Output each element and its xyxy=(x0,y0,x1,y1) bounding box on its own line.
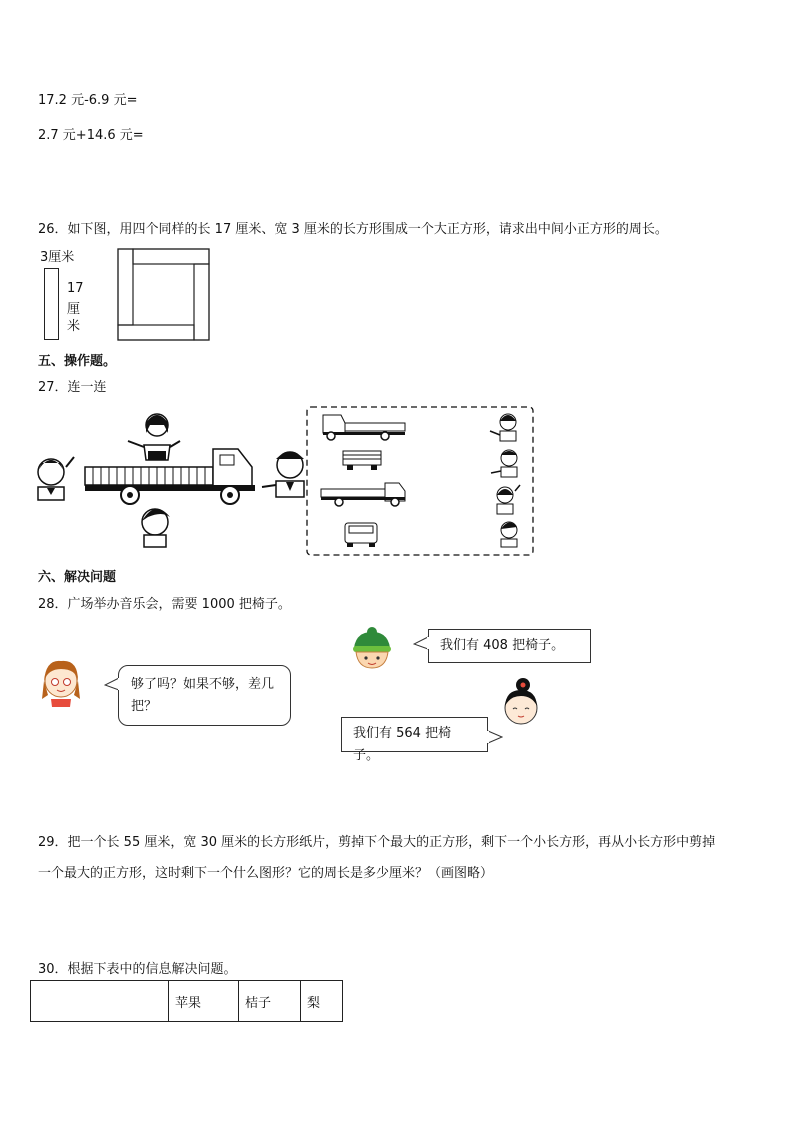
bubble-boy-text: 我们有 408 把椅子。 xyxy=(440,638,565,653)
truck-front-icon xyxy=(345,523,377,547)
single-rectangle xyxy=(44,268,59,340)
bubble-tail-boy xyxy=(413,636,429,652)
bubble-girl-text: 够了吗？如果不够，差几把？ xyxy=(131,677,275,714)
question-27-text: 27．连一连 xyxy=(38,380,107,395)
section-6-title: 六、解决问题 xyxy=(38,570,117,585)
girl-avatar-icon xyxy=(36,655,86,709)
bubble-tail-left xyxy=(104,676,120,692)
table-header-apple: 苹果 xyxy=(169,981,239,1022)
girl-bun-avatar-icon xyxy=(498,676,544,728)
question-26-text: 26．如下图，用四个同样的长 17 厘米、宽 3 厘米的长方形围成一个大正方形，请求出中间小正方形的周长。 xyxy=(38,222,668,237)
bubble-tail-right xyxy=(487,730,503,746)
length-label-number: 17 xyxy=(67,281,84,296)
speech-bubble-girl xyxy=(118,665,291,726)
child-left-icon xyxy=(38,457,74,500)
truck-long-side-icon xyxy=(321,483,405,506)
question-29-line-1: 29．把一个长 55 厘米，宽 30 厘米的长方形纸片，剪掉下个最大的正方形，剩下一个小长方形，再从小长方形中剪掉 xyxy=(38,835,716,850)
square-figure xyxy=(117,248,211,342)
table-header-blank xyxy=(31,981,169,1022)
table-header-orange: 桔子 xyxy=(239,981,301,1022)
question-29-line-2: 一个最大的正方形，这时剩下一个什么图形？它的周长是多少厘米？（画图略） xyxy=(38,866,494,881)
bubble-girl2-text: 我们有 564 把椅子。 xyxy=(353,726,452,763)
length-label-char-2: 米 xyxy=(67,319,81,334)
truck-small-side-icon xyxy=(323,415,405,440)
truck-scene xyxy=(30,405,310,555)
fruit-table xyxy=(30,980,343,1022)
child-top-icon xyxy=(128,414,180,460)
truck-side-icon xyxy=(85,449,255,504)
child-view-2-icon xyxy=(497,485,520,514)
truck-back-icon xyxy=(343,451,381,470)
speech-bubble-boy xyxy=(428,629,591,663)
child-bottom-icon xyxy=(142,509,170,547)
calc-line-2: 2.7 元+14.6 元= xyxy=(38,128,144,143)
question-28-text: 28．广场举办音乐会，需要 1000 把椅子。 xyxy=(38,597,291,612)
calc-line-1: 17.2 元-6.9 元= xyxy=(38,93,138,108)
section-5-title: 五、操作题。 xyxy=(38,354,117,369)
speech-bubble-girl-2 xyxy=(341,717,488,763)
length-label-char-1: 厘 xyxy=(67,302,81,317)
question-30-text: 30．根据下表中的信息解决问题。 xyxy=(38,962,237,977)
width-label: 3厘米 xyxy=(40,250,75,265)
child-view-3-icon xyxy=(501,522,517,547)
table-header-pear: 梨 xyxy=(301,981,343,1022)
matching-panel xyxy=(305,405,535,557)
table-row xyxy=(31,981,343,1022)
child-view-1-icon xyxy=(490,414,516,441)
boy-hat-avatar-icon xyxy=(350,624,394,670)
adult-view-icon xyxy=(491,450,517,477)
adult-right-icon xyxy=(262,452,304,497)
